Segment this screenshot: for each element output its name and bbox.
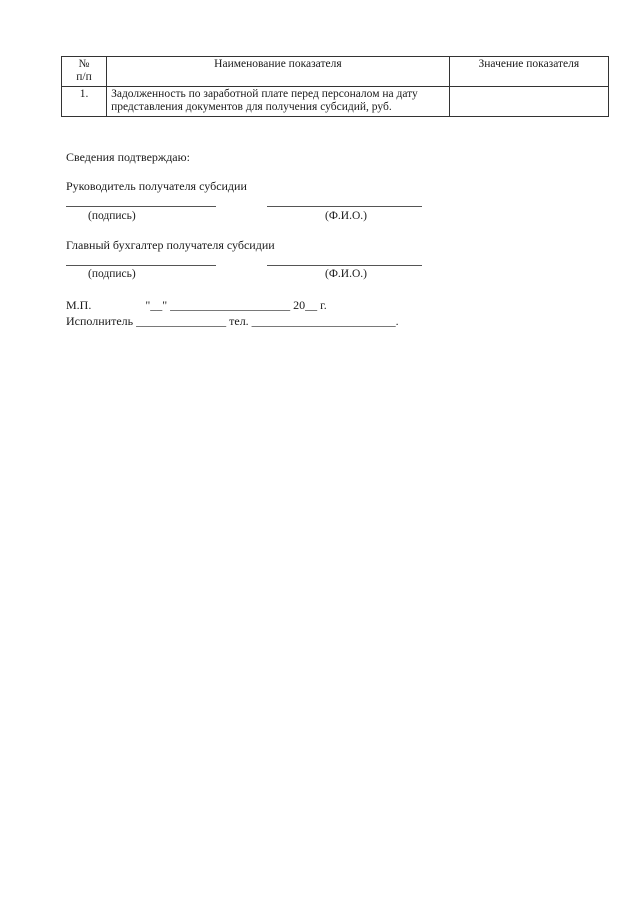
row-indicator-value xyxy=(449,87,608,117)
header-number-abbr: п/п xyxy=(76,71,92,83)
accountant-name-caption: (Ф.И.О.) xyxy=(325,268,367,280)
head-signature-line xyxy=(66,206,216,207)
table-header-row xyxy=(62,57,609,87)
row-number: 1. xyxy=(62,87,107,117)
head-name-line xyxy=(267,206,422,207)
head-signature-caption: (подпись) xyxy=(88,210,136,222)
table-row xyxy=(62,87,609,117)
head-name-caption: (Ф.И.О.) xyxy=(325,210,367,222)
head-title: Руководитель получателя субсидии xyxy=(66,179,247,193)
row-indicator-name: Задолженность по заработной плате перед персоналом на дату представления документов для получения субсидий, руб. xyxy=(107,87,450,117)
executor-line: Исполнитель _______________ тел. ________________________. xyxy=(66,314,399,328)
accountant-title: Главный бухгалтер получателя субсидии xyxy=(66,238,275,252)
header-number xyxy=(62,57,107,87)
header-indicator-value: Значение показателя xyxy=(449,57,608,87)
accountant-signature-caption: (подпись) xyxy=(88,268,136,280)
accountant-signature-line xyxy=(66,265,216,266)
indicators-table xyxy=(61,56,609,117)
header-indicator-name: Наименование показателя xyxy=(107,57,450,87)
header-number-symbol: № xyxy=(78,58,90,70)
stamp-date-line: М.П. "__" ____________________ 20__ г. xyxy=(66,298,327,312)
confirm-text: Сведения подтверждаю: xyxy=(66,150,190,164)
accountant-name-line xyxy=(267,265,422,266)
